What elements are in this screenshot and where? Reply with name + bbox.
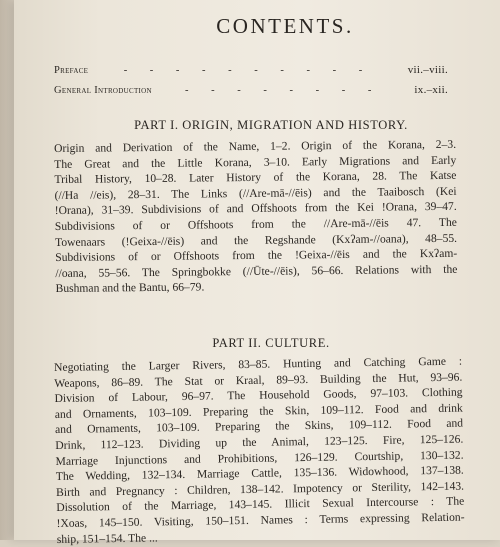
page-title: CONTENTS. [216, 14, 354, 38]
part2-heading: PART II. CULTURE. [212, 336, 330, 350]
toc-leader-dots: - - - - - - - - [184, 85, 382, 96]
page-gutter [0, 0, 14, 540]
toc-entry-preface [54, 64, 448, 76]
toc-pages: vii.–viii. [407, 64, 448, 76]
part2-line: Weapons, 86–89. The Stat or Kraal, 89–93. Building the Hut, 93–96. [54, 370, 463, 390]
part1-line: Towenaars (!Geixa-//ēis) and the Regshande (Kxʔam-//oana), 48–55. [54, 231, 458, 249]
part1-line: Tribal History, 10–28. Later History of the Korana, 28. The Katse [54, 168, 457, 187]
part2-line: and Ornaments, 103–109. Preparing the Skin, 109–112. Food and drink [54, 401, 463, 421]
toc-pages: ix.–xii. [414, 84, 448, 96]
part1-line: !Orana), 31–39. Subdivisions of and Offshoots from the Kei !Orana, 39–47. [54, 200, 457, 218]
part2-line: Birth and Pregnancy : Children, 138–142. Impotency or Sterility, 142–143. [55, 479, 465, 499]
part2-line: !Xoas, 145–150. Visiting, 150–151. Names : Terms expressing Relation- [56, 510, 465, 530]
part2-line: Dissolution of the Marriage, 143–145. Illicit Sexual Intercourse : The [56, 494, 465, 515]
toc-label: General Introduction [54, 85, 152, 96]
part1-line: Subdivisions of or Offshoots from the !Geixa-//ēis and the Kxʔam- [55, 246, 458, 265]
part2-line: The Wedding, 132–134. Marriage Cattle, 135–136. Widowhood, 137–138. [55, 463, 464, 484]
part1-line: Origin and Derivation of the Name, 1–2. Origin of the Korana, 2–3. [54, 137, 457, 155]
part2-line: Division of Labour, 96–97. The Household Goods, 97–103. Clothing [54, 385, 463, 406]
part2-line: ship, 151–154. The ... [56, 530, 158, 546]
part1-contents [54, 137, 458, 297]
toc-leader-dots: - - - - - - - - - - [123, 65, 373, 76]
part1-line: (//Ha //eis), 28–31. The Links (//Are-mā-//ēis) and the Taaibosch (Kei [54, 184, 457, 202]
part2-line: Marriage Injunctions and Prohibitions, 126–129. Courtship, 130–132. [55, 448, 464, 468]
part1-line: The Great and the Little Korana, 3–10. Early Migrations and Early [54, 153, 457, 171]
toc-entry-general-introduction [54, 84, 448, 96]
part1-heading: PART I. ORIGIN, MIGRATION AND HISTORY. [134, 118, 408, 132]
part1-line: //oana, 55–56. The Springbokke (//Ūte-//ēis), 56–66. Relations with the [55, 262, 458, 280]
toc-label: Preface [54, 65, 89, 76]
part2-line: Drink, 112–123. Dividing up the Animal, 123–125. Fire, 125–126. [55, 432, 464, 452]
part2-line: Negotiating the Larger Rivers, 83–85. Hunting and Catching Game : [54, 354, 463, 374]
part1-line: Bushman and the Bantu, 66–79. [55, 280, 205, 296]
book-page [14, 0, 500, 546]
part2-contents [54, 354, 465, 547]
part2-line: and Ornaments, 103–109. Preparing the Skins, 109–112. Food and [54, 416, 464, 437]
part1-line: Subdivisions of or Offshoots from the //Are-mā-//ēis 47. The [54, 215, 457, 233]
